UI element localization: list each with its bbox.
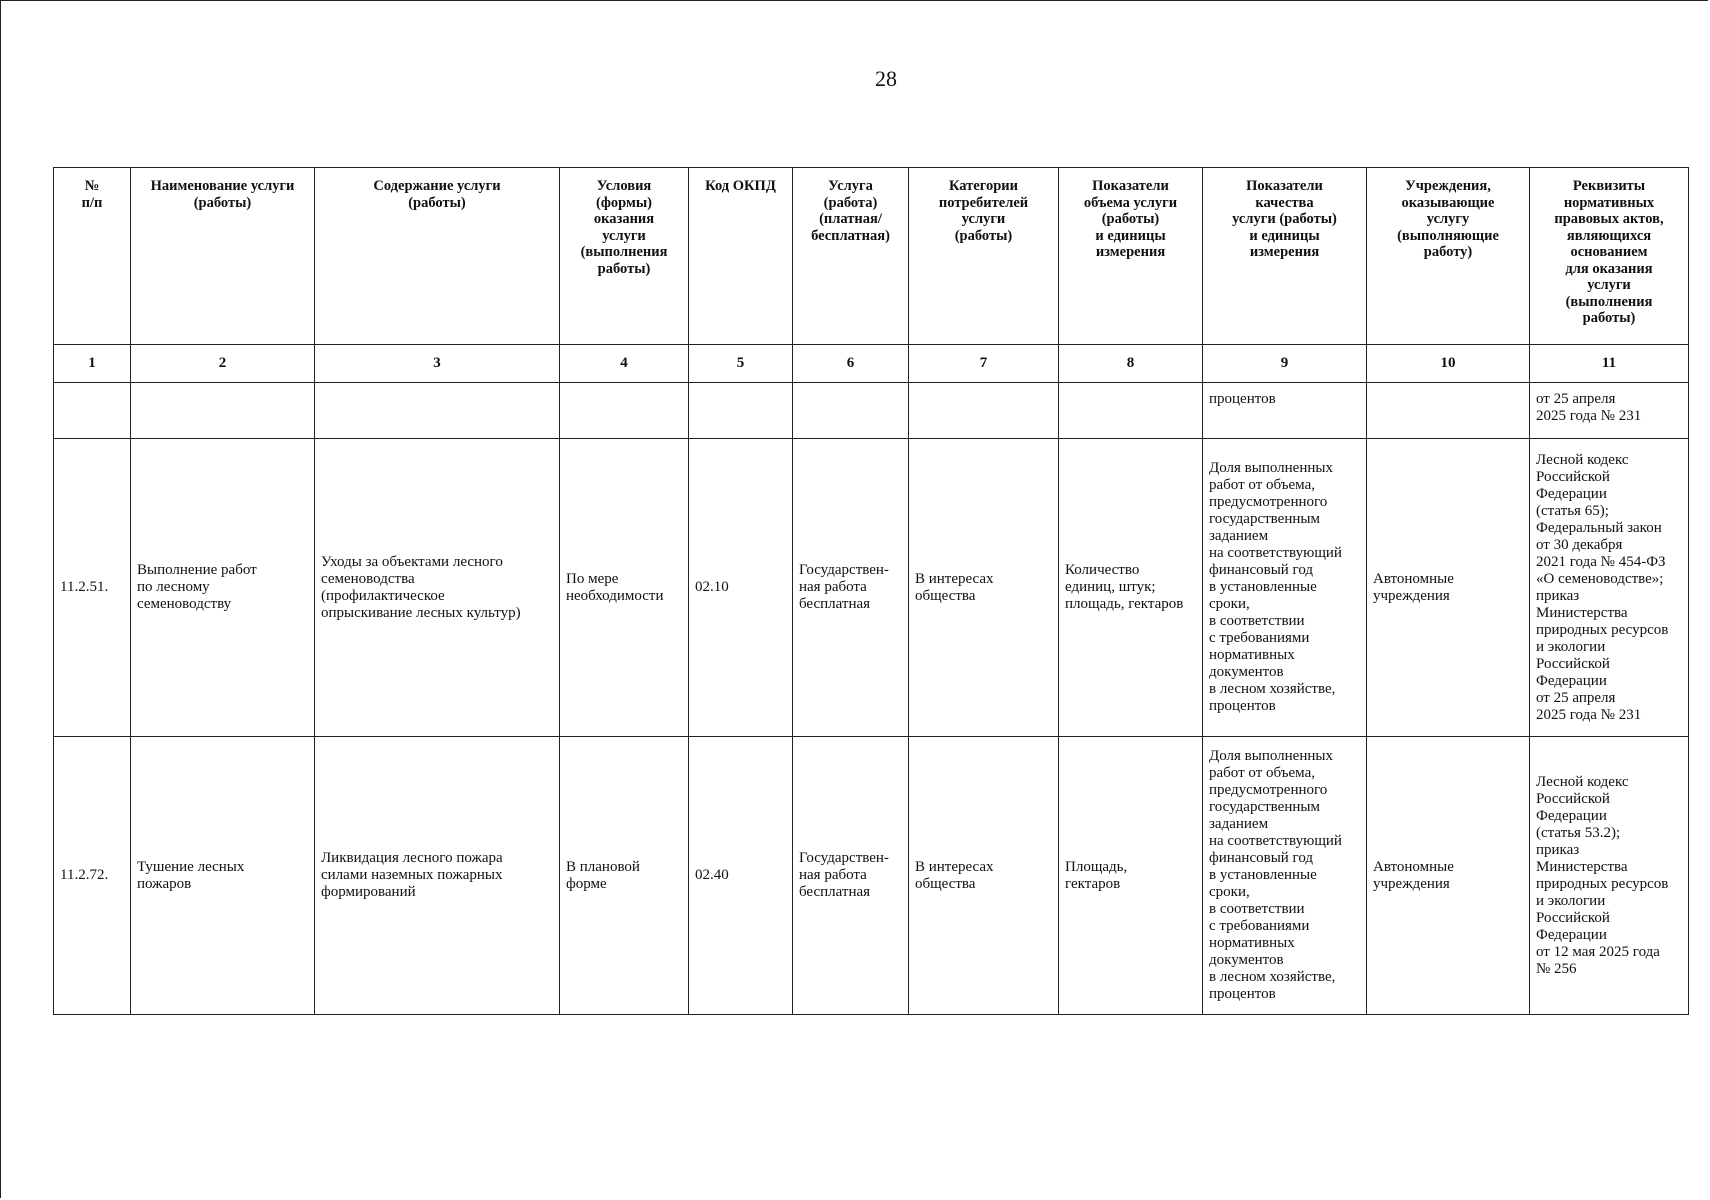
table-cell	[131, 383, 315, 439]
table-cell	[1059, 383, 1203, 439]
legal-acts: Лесной кодекс Российской Федерации (статья 53.2); приказ Министерства природных ресурсов и экологии Российской Федерации от 12 мая 2025 года № 256	[1530, 737, 1689, 1015]
header-cell-quality-indicators: Показатели качества услуги (работы) и единицы измерения	[1203, 168, 1367, 345]
institutions: Автономные учреждения	[1367, 737, 1530, 1015]
table-cell	[315, 383, 560, 439]
table-cell	[560, 383, 689, 439]
service-name: Выполнение работ по лесному семеноводству	[131, 439, 315, 737]
column-number-row	[54, 345, 1689, 383]
table-row	[54, 439, 1689, 737]
service-name: Тушение лесных пожаров	[131, 737, 315, 1015]
table-cell	[909, 383, 1059, 439]
consumer-category: В интересах общества	[909, 439, 1059, 737]
consumer-category: В интересах общества	[909, 737, 1059, 1015]
column-number: 9	[1203, 345, 1367, 383]
table-cell	[689, 383, 793, 439]
service-content: Ликвидация лесного пожара силами наземных пожарных формирований	[315, 737, 560, 1015]
table-cell	[1367, 383, 1530, 439]
table-cell: от 25 апреля 2025 года № 231	[1530, 383, 1689, 439]
okpd-code: 02.10	[689, 439, 793, 737]
quality-indicators: Доля выполненных работ от объема, предусмотренного государственным заданием на соответствующий финансовый год в установленные сроки, в соответствии с требованиями нормативных документов в лесном хозяйстве, процентов	[1203, 737, 1367, 1015]
header-cell-paid-free: Услуга (работа) (платная/ бесплатная)	[793, 168, 909, 345]
header-cell-volume-indicators: Показатели объема услуги (работы) и единицы измерения	[1059, 168, 1203, 345]
legal-acts: Лесной кодекс Российской Федерации (статья 65); Федеральный закон от 30 декабря 2021 года № 454-ФЗ «О семеноводстве»; приказ Министерства природных ресурсов и экологии Российской Федерации от 25 апреля 2025 года № 231	[1530, 439, 1689, 737]
column-number: 4	[560, 345, 689, 383]
header-cell-legal-acts: Реквизиты нормативных правовых актов, являющихся основанием для оказания услуги (выполнения работы)	[1530, 168, 1689, 345]
header-cell-conditions: Условия (формы) оказания услуги (выполнения работы)	[560, 168, 689, 345]
header-cell-number: № п/п	[54, 168, 131, 345]
service-conditions: По мере необходимости	[560, 439, 689, 737]
service-content: Уходы за объектами лесного семеноводства (профилактическое опрыскивание лесных культур)	[315, 439, 560, 737]
row-number: 11.2.72.	[54, 737, 131, 1015]
column-number: 5	[689, 345, 793, 383]
header-cell-consumer-categories: Категории потребителей услуги (работы)	[909, 168, 1059, 345]
header-cell-okpd-code: Код ОКПД	[689, 168, 793, 345]
services-table	[53, 167, 1689, 1015]
column-number: 1	[54, 345, 131, 383]
column-number: 3	[315, 345, 560, 383]
volume-indicators: Площадь, гектаров	[1059, 737, 1203, 1015]
header-row	[54, 168, 1689, 345]
service-conditions: В плановой форме	[560, 737, 689, 1015]
column-number: 10	[1367, 345, 1530, 383]
volume-indicators: Количество единиц, штук; площадь, гектаров	[1059, 439, 1203, 737]
quality-indicators: Доля выполненных работ от объема, предусмотренного государственным заданием на соответствующий финансовый год в установленные сроки, в соответствии с требованиями нормативных документов в лесном хозяйстве, процентов	[1203, 439, 1367, 737]
column-number: 2	[131, 345, 315, 383]
paid-free: Государствен- ная работа бесплатная	[793, 439, 909, 737]
continuation-row	[54, 383, 1689, 439]
header-cell-service-content: Содержание услуги (работы)	[315, 168, 560, 345]
institutions: Автономные учреждения	[1367, 439, 1530, 737]
page-number: 28	[875, 66, 897, 91]
column-number: 6	[793, 345, 909, 383]
table-cell: процентов	[1203, 383, 1367, 439]
row-number: 11.2.51.	[54, 439, 131, 737]
okpd-code: 02.40	[689, 737, 793, 1015]
table-cell	[793, 383, 909, 439]
header-cell-institutions: Учреждения, оказывающие услугу (выполняющие работу)	[1367, 168, 1530, 345]
column-number: 11	[1530, 345, 1689, 383]
header-cell-service-name: Наименование услуги (работы)	[131, 168, 315, 345]
column-number: 7	[909, 345, 1059, 383]
table-cell	[54, 383, 131, 439]
paid-free: Государствен- ная работа бесплатная	[793, 737, 909, 1015]
column-number: 8	[1059, 345, 1203, 383]
table-row	[54, 737, 1689, 1015]
